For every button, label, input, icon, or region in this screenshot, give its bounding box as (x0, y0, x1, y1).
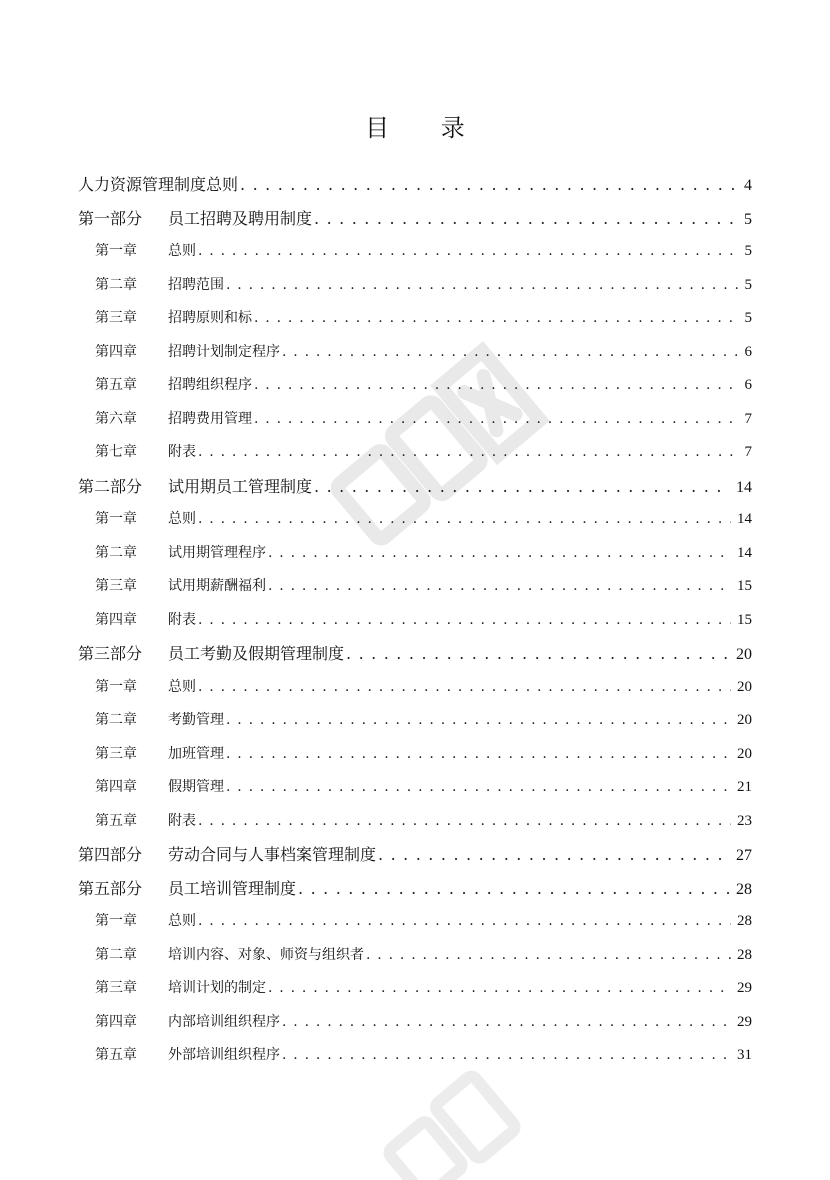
toc-entry-number: 第一章 (95, 511, 137, 527)
toc-leader-dots (226, 704, 731, 738)
toc-entry-label: 总则 (168, 511, 196, 527)
toc-entry-number: 第四章 (95, 779, 137, 795)
toc-entry-number: 第三章 (95, 745, 137, 762)
toc-leader-dots (378, 838, 730, 872)
toc-leader-dots (198, 671, 731, 705)
toc-leader-dots (254, 302, 739, 336)
toc-leader-dots (254, 369, 739, 403)
toc-entry-number: 第六章 (95, 410, 137, 427)
toc-entry-number: 第四章 (95, 1013, 137, 1030)
toc-page-number: 15 (737, 578, 752, 594)
toc-page-number: 20 (737, 712, 752, 728)
toc-chapter-entry[interactable] (78, 369, 752, 403)
table-of-contents (78, 168, 752, 1073)
toc-entry-number: 第五章 (95, 812, 137, 829)
toc-chapter-entry[interactable] (78, 403, 752, 437)
toc-page-number: 20 (736, 646, 752, 663)
toc-page-number: 14 (736, 478, 752, 496)
toc-entry-label: 员工培训管理制度 (168, 878, 297, 898)
toc-leader-dots (240, 168, 738, 202)
toc-entry-label: 招聘费用管理 (168, 410, 252, 427)
toc-entry-label: 附表 (168, 611, 196, 628)
toc-leader-dots (226, 269, 739, 303)
toc-leader-dots (226, 738, 731, 772)
toc-chapter-entry[interactable] (78, 570, 752, 604)
toc-title: 目 录 (365, 114, 487, 142)
toc-entry-number: 第四章 (95, 343, 137, 360)
toc-page-number: 5 (744, 243, 752, 259)
toc-entry-label: 培训计划的制定 (168, 980, 266, 996)
toc-entry-label: 总则 (168, 678, 196, 695)
toc-chapter-entry[interactable] (78, 905, 752, 939)
toc-entry-number: 第三章 (95, 310, 137, 326)
toc-page-number: 14 (737, 544, 752, 561)
toc-page-number: 20 (737, 745, 752, 762)
toc-page-number: 21 (737, 779, 752, 795)
toc-entry-number: 第七章 (95, 444, 137, 460)
toc-entry-label: 招聘计划制定程序 (168, 343, 280, 360)
toc-entry-number: 第二章 (95, 712, 137, 728)
toc-leader-dots (346, 637, 730, 671)
toc-page-number: 27 (736, 847, 752, 864)
toc-page-number: 5 (744, 210, 752, 228)
toc-leader-dots (198, 905, 731, 939)
toc-entry-label: 总则 (168, 243, 196, 259)
toc-entry-label: 附表 (168, 444, 196, 460)
toc-entry-number: 第二章 (95, 544, 137, 561)
toc-page-number: 31 (737, 1047, 752, 1063)
toc-entry-label: 内部培训组织程序 (168, 1013, 280, 1030)
toc-page-number: 6 (744, 343, 752, 360)
toc-leader-dots (314, 202, 738, 236)
toc-leader-dots (268, 972, 731, 1006)
toc-chapter-entry[interactable] (78, 972, 752, 1006)
toc-leader-dots (282, 1039, 731, 1073)
toc-part-entry[interactable] (78, 168, 752, 202)
toc-entry-label: 试用期薪酬福利 (168, 578, 266, 594)
toc-entry-number: 第一部分 (78, 208, 143, 228)
toc-page-number: 29 (737, 1013, 752, 1030)
toc-leader-dots (198, 436, 739, 470)
toc-entry-label: 培训内容、对象、师资与组织者 (168, 946, 364, 963)
toc-leader-dots (226, 771, 731, 805)
toc-page-number: 23 (737, 812, 752, 829)
toc-page-number: 15 (737, 611, 752, 628)
toc-entry-number: 第三部分 (78, 644, 143, 663)
toc-entry-number: 第四章 (95, 611, 137, 628)
toc-entry-number: 第一章 (95, 913, 137, 929)
toc-entry-number: 第一章 (95, 243, 137, 259)
toc-entry-label: 总则 (168, 913, 196, 929)
toc-chapter-entry[interactable] (78, 1006, 752, 1040)
toc-chapter-entry[interactable] (78, 805, 752, 839)
toc-part-entry[interactable] (78, 838, 752, 872)
toc-entry-number: 第一章 (95, 678, 137, 695)
toc-chapter-entry[interactable] (78, 671, 752, 705)
toc-entry-label: 考勤管理 (168, 712, 224, 728)
toc-leader-dots (198, 503, 731, 537)
toc-part-entry[interactable] (78, 637, 752, 671)
toc-leader-dots (268, 570, 731, 604)
toc-chapter-entry[interactable] (78, 771, 752, 805)
toc-leader-dots (198, 235, 739, 269)
toc-part-entry[interactable] (78, 872, 752, 906)
toc-chapter-entry[interactable] (78, 336, 752, 370)
toc-chapter-entry[interactable] (78, 269, 752, 303)
toc-chapter-entry[interactable] (78, 704, 752, 738)
toc-entry-label: 外部培训组织程序 (168, 1047, 280, 1063)
toc-leader-dots (314, 470, 730, 504)
toc-leader-dots (254, 403, 739, 437)
toc-entry-label: 试用期管理程序 (168, 544, 266, 561)
toc-chapter-entry[interactable] (78, 738, 752, 772)
toc-entry-label: 试用期员工管理制度 (168, 476, 313, 496)
toc-page-number: 6 (744, 377, 752, 393)
toc-page-number: 7 (744, 444, 752, 460)
toc-page-number: 20 (737, 678, 752, 695)
toc-entry-number: 第五章 (95, 1047, 137, 1063)
toc-leader-dots (198, 805, 731, 839)
toc-entry-label: 假期管理 (168, 779, 224, 795)
toc-leader-dots (268, 537, 731, 571)
toc-entry-number: 第三章 (95, 578, 137, 594)
toc-entry-label: 人力资源管理制度总则 (78, 175, 239, 194)
toc-entry-number: 第二章 (95, 276, 137, 293)
toc-entry-label: 招聘原则和标 (168, 310, 252, 326)
toc-leader-dots (282, 336, 739, 370)
toc-entry-label: 员工招聘及聘用制度 (168, 208, 313, 228)
toc-part-entry[interactable] (78, 470, 752, 504)
toc-entry-number: 第五部分 (78, 878, 143, 898)
toc-leader-dots (198, 604, 731, 638)
toc-page-number: 14 (737, 511, 752, 527)
toc-entry-number: 第二部分 (78, 476, 143, 496)
toc-chapter-entry[interactable] (78, 302, 752, 336)
toc-chapter-entry[interactable] (78, 503, 752, 537)
toc-page-number: 28 (737, 913, 752, 929)
toc-chapter-entry[interactable] (78, 537, 752, 571)
toc-chapter-entry[interactable] (78, 1039, 752, 1073)
toc-page-number: 28 (737, 946, 752, 963)
toc-page-number: 4 (744, 177, 752, 194)
toc-page-number: 5 (744, 310, 752, 326)
toc-chapter-entry[interactable] (78, 235, 752, 269)
toc-leader-dots (366, 939, 731, 973)
toc-entry-label: 员工考勤及假期管理制度 (168, 644, 345, 663)
toc-leader-dots (298, 872, 730, 906)
toc-entry-label: 附表 (168, 812, 196, 829)
toc-entry-number: 第三章 (95, 980, 137, 996)
toc-entry-number: 第二章 (95, 946, 137, 963)
toc-page-number: 7 (744, 410, 752, 427)
toc-entry-label: 劳动合同与人事档案管理制度 (168, 845, 377, 864)
toc-part-entry[interactable] (78, 202, 752, 236)
toc-entry-label: 招聘组织程序 (168, 377, 252, 393)
toc-chapter-entry[interactable] (78, 436, 752, 470)
toc-page-number: 28 (736, 880, 752, 898)
toc-entry-number: 第四部分 (78, 845, 143, 864)
toc-entry-number: 第五章 (95, 377, 137, 393)
toc-chapter-entry[interactable] (78, 604, 752, 638)
toc-page-number: 5 (744, 276, 752, 293)
toc-chapter-entry[interactable] (78, 939, 752, 973)
toc-entry-label: 加班管理 (168, 745, 224, 762)
toc-page-number: 29 (737, 980, 752, 996)
toc-leader-dots (282, 1006, 731, 1040)
toc-entry-label: 招聘范围 (168, 276, 224, 293)
